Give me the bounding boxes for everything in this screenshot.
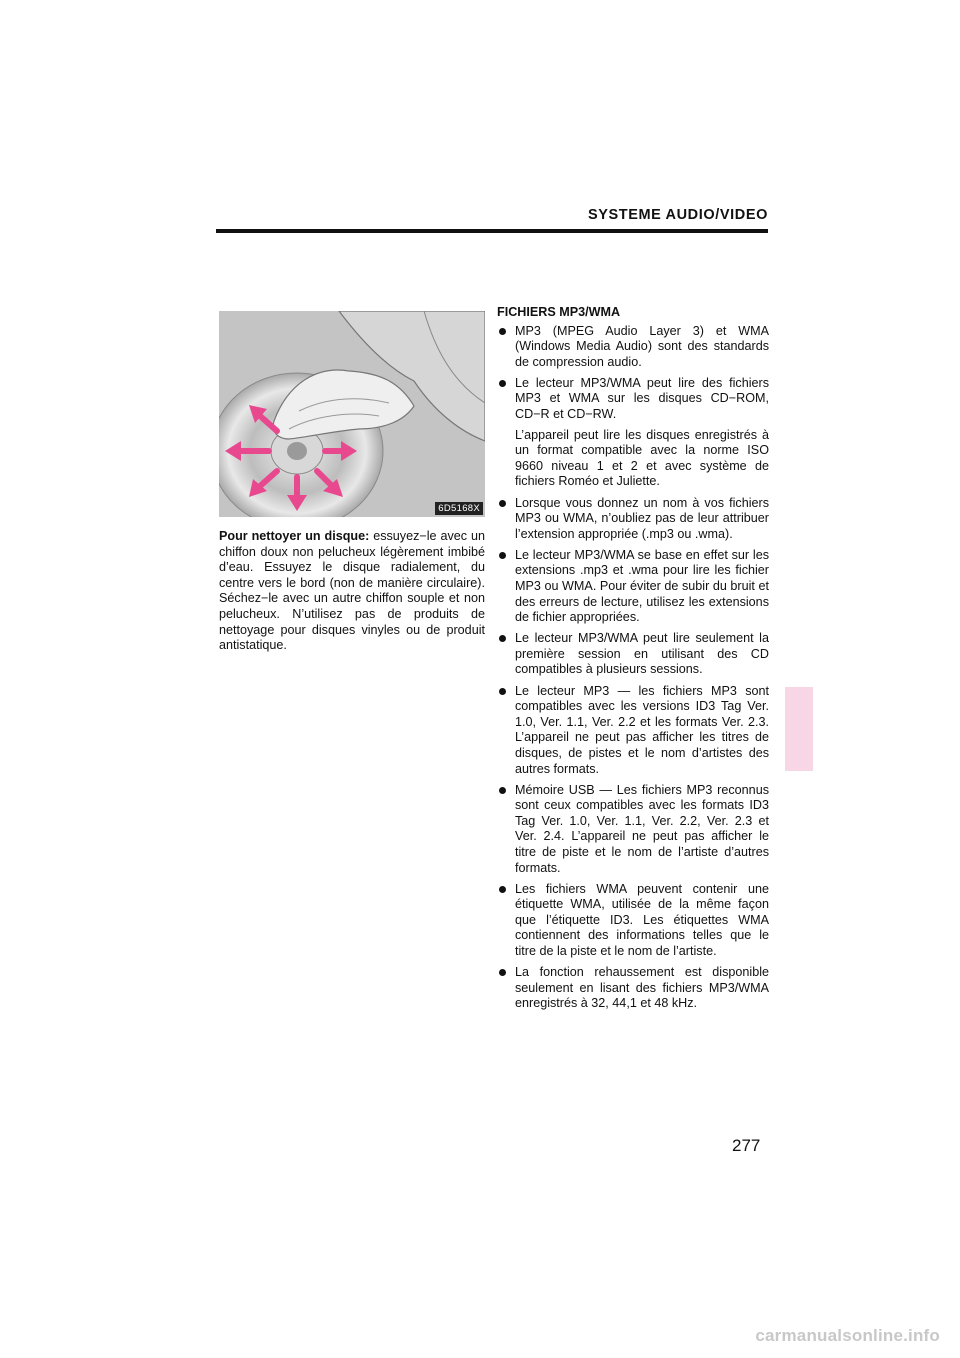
chapter-side-tab: [785, 687, 813, 771]
disc-cleaning-icon: [219, 311, 485, 517]
bullet-item: MP3 (MPEG Audio Layer 3) et WMA (Windows Media Audio) sont des standards de compression audio.: [497, 324, 769, 371]
section-header: SYSTEME AUDIO/VIDEO: [587, 207, 768, 223]
header-rule: [216, 229, 768, 233]
bullet-item: Le lecteur MP3 — les fichiers MP3 sont compatibles avec les versions ID3 Tag Ver. 1.0, Ver. 1.1, Ver. 2.2 et les formats Ver. 2.3. L’appareil ne peut pas afficher les titres de disques, de pistes et le nom d’artistes des autres formats.: [497, 684, 769, 778]
figure-code: 6D5168X: [435, 502, 483, 515]
disc-cleaning-illustration: [219, 311, 485, 517]
cleaning-instructions: [219, 529, 485, 654]
watermark: carmanualsonline.info: [755, 1326, 940, 1345]
mp3-wma-bullets: [497, 324, 769, 1012]
page-number: 277: [732, 1136, 761, 1155]
cleaning-label: Pour nettoyer un disque:: [219, 529, 370, 543]
mp3-wma-title: FICHIERS MP3/WMA: [497, 305, 621, 319]
bullet-item: Le lecteur MP3/WMA peut lire des fichiers MP3 et WMA sur les disques CD−ROM, CD−R et CD−RW. L’appareil peut lire les disques enregistrés à un format compatible avec la norme ISO 9660 niveau 1 et 2 et avec système de fichiers Roméo et Juliette.: [497, 376, 769, 490]
bullet-note: L’appareil peut lire les disques enregistrés à un format compatible avec la norme ISO 9660 niveau 1 et 2 et avec système de fichiers Roméo et Juliette.: [515, 427, 769, 489]
cleaning-text: essuyez−le avec un chiffon doux non pelucheux légèrement imbibé d’eau. Essuyez le disque radialement, du centre vers le bord (non de manière circulaire). Séchez−le avec un autre chiffon souple et non pelucheux. N’utilisez pas de produits de nettoyage pour disques vinyles ou de produit antistatique.: [219, 529, 485, 653]
bullet-item: Le lecteur MP3/WMA se base en effet sur les extensions .mp3 et .wma pour lire les fichier MP3 ou WMA. Pour éviter de subir du bruit et des erreurs de lecture, utilisez les extensions de fichier appropriées.: [497, 548, 769, 626]
bullet-item: Lorsque vous donnez un nom à vos fichiers MP3 ou WMA, n’oubliez pas de leur attribuer l’extension appropriée (.mp3 ou .wma).: [497, 496, 769, 543]
bullet-item: Mémoire USB — Les fichiers MP3 reconnus sont ceux compatibles avec les formats ID3 Tag Ver. 1.0, Ver. 1.1, Ver. 2.2, Ver. 2.3 et Ver. 2.4. L’appareil ne peut pas afficher le titre de piste et le nom de l’artiste d’autres formats.: [497, 783, 769, 877]
bullet-item: Les fichiers WMA peuvent contenir une étiquette WMA, utilisée de la même façon que l’étiquette ID3. Les étiquettes WMA contiennent des informations telles que le titre de la piste et le nom de l’artiste.: [497, 882, 769, 960]
mp3-wma-section: [497, 305, 769, 1017]
bullet-item: Le lecteur MP3/WMA peut lire seulement la première session en utilisant des CD compatibles à plusieurs sessions.: [497, 631, 769, 678]
bullet-item: La fonction rehaussement est disponible seulement en lisant des fichiers MP3/WMA enregistrés à 32, 44,1 et 48 kHz.: [497, 965, 769, 1012]
